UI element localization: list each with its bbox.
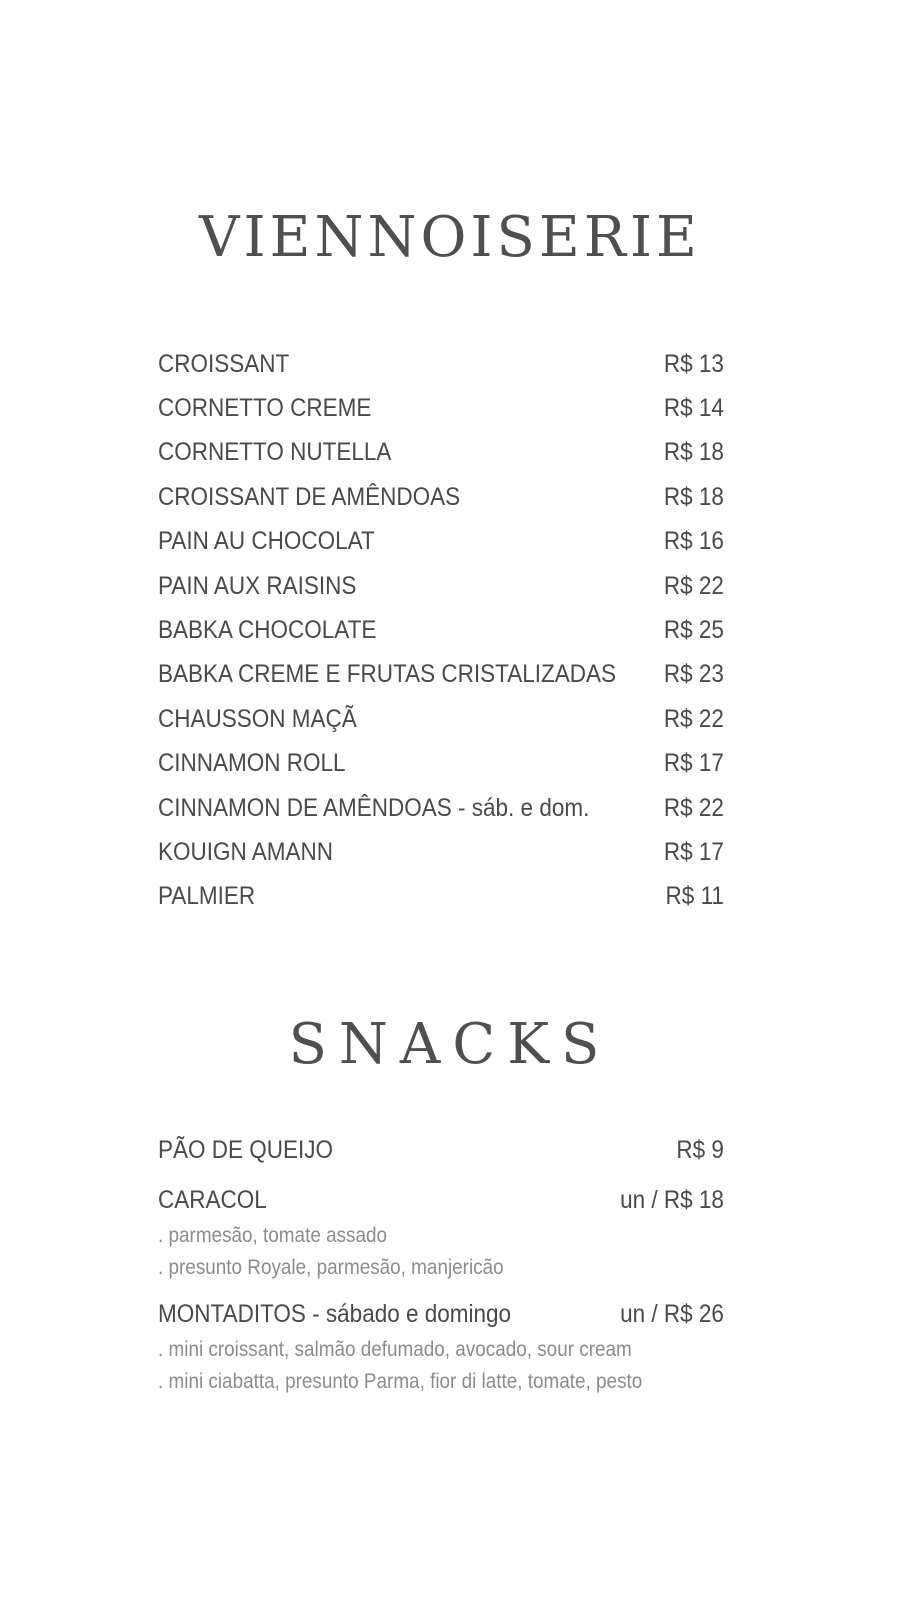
item-price: R$ 14 [663, 394, 724, 423]
item-price: R$ 17 [663, 837, 724, 866]
menu-item [158, 520, 724, 564]
menu-item [158, 1130, 724, 1170]
item-price: un / R$ 26 [620, 1299, 724, 1328]
item-description: . mini ciabatta, presunto Parma, fior di latte, tomate, pesto [158, 1370, 643, 1393]
item-price: R$ 22 [663, 704, 724, 733]
menu-item [158, 475, 724, 519]
item-name: CROISSANT [158, 349, 290, 378]
item-price: R$ 18 [663, 438, 724, 467]
snacks-section-title: SNACKS [288, 1012, 612, 1077]
snack-row [158, 1180, 724, 1220]
item-price: R$ 25 [663, 616, 724, 645]
menu-item [158, 386, 724, 430]
item-name: PÃO DE QUEIJO [158, 1135, 334, 1164]
snacks-menu-list [158, 1130, 724, 1408]
item-name: CORNETTO NUTELLA [158, 438, 392, 467]
item-price: R$ 17 [663, 749, 724, 778]
menu-item [158, 1294, 724, 1398]
item-name: CHAUSSON MAÇÃ [158, 704, 357, 733]
item-price: un / R$ 18 [620, 1185, 724, 1214]
item-name: PAIN AU CHOCOLAT [158, 527, 375, 556]
item-price: R$ 16 [663, 527, 724, 556]
item-price: R$ 22 [663, 793, 724, 822]
menu-item [158, 342, 724, 386]
menu-item [158, 830, 724, 874]
item-description: . mini croissant, salmão defumado, avocado, sour cream [158, 1338, 632, 1361]
item-price: R$ 13 [663, 349, 724, 378]
item-name: CINNAMON ROLL [158, 749, 346, 778]
viennoiserie-section-title: VIENNOISERIE [199, 205, 701, 270]
menu-item [158, 742, 724, 786]
item-price: R$ 23 [663, 660, 724, 689]
item-description: . parmesão, tomate assado [158, 1224, 388, 1247]
menu-item [158, 608, 724, 652]
item-price: R$ 18 [663, 482, 724, 511]
item-price: R$ 9 [676, 1135, 724, 1164]
item-name: CINNAMON DE AMÊNDOAS - sáb. e dom. [158, 793, 590, 822]
item-name: MONTADITOS - sábado e domingo [158, 1299, 512, 1328]
menu-item [158, 1180, 724, 1284]
item-price: R$ 11 [665, 882, 724, 911]
item-name: CORNETTO CREME [158, 394, 372, 423]
item-description: . presunto Royale, parmesão, manjericão [158, 1256, 504, 1279]
item-name: BABKA CHOCOLATE [158, 616, 377, 645]
item-name: CROISSANT DE AMÊNDOAS [158, 482, 461, 511]
menu-item [158, 431, 724, 475]
snack-row [158, 1294, 724, 1334]
item-price: R$ 22 [663, 571, 724, 600]
item-name: PAIN AUX RAISINS [158, 571, 357, 600]
menu-item [158, 875, 724, 919]
menu-item [158, 697, 724, 741]
item-name: CARACOL [158, 1185, 267, 1214]
menu-item [158, 786, 724, 830]
viennoiserie-menu-list [158, 342, 724, 919]
item-name: BABKA CREME E FRUTAS CRISTALIZADAS [158, 660, 617, 689]
menu-item [158, 564, 724, 608]
snack-row [158, 1130, 724, 1170]
item-name: PALMIER [158, 882, 256, 911]
menu-item [158, 653, 724, 697]
item-name: KOUIGN AMANN [158, 837, 334, 866]
